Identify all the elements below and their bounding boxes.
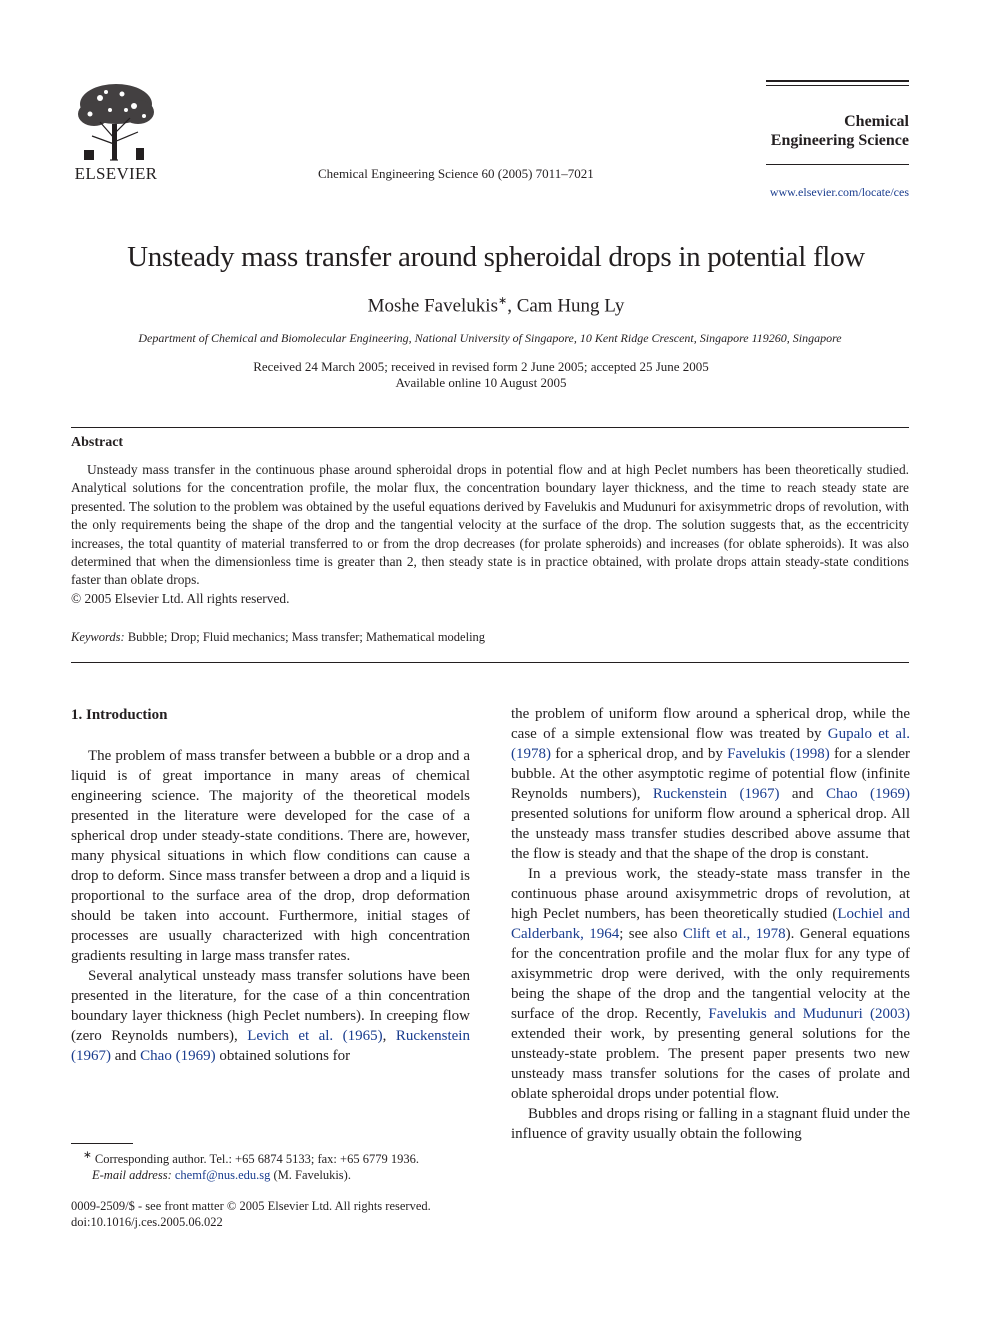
journal-url-link[interactable]: www.elsevier.com/locate/ces xyxy=(769,185,909,199)
citation-link[interactable]: Lochiel and Calderbank, 1964 xyxy=(511,906,910,942)
received-dates: Received 24 March 2005; received in revised form 2 June 2005; accepted 25 June 2005 xyxy=(253,359,709,374)
email-label: E-mail address: xyxy=(92,1168,172,1183)
affiliation: Department of Chemical and Biomolecular Engineering, National University of Singapore, 10 Kent Ridge Crescent, Singapore 119260, Singapore xyxy=(138,331,842,345)
abstract-paragraph: Unsteady mass transfer in the continuous phase around spheroidal drops in potential flow and at high Peclet numbers has been theoretically studied. Analytical solutions for the concentration profile, the molar flux, the concentration boundary layer thickness, and the time to reach steady state are presented. The solution to the problem was obtained by the useful equations derived by Favelukis and Mudunuri for axisymmetric drops of revolution, with the only requirements being the shape of the drop and the tangential velocity at the surface of the drop. The solution suggests that, as the eccentricity increases, the total quantity of material transferred to or from the drop decreases (for prolate spheroids) and increases (for oblate spheroids). It was also determined that when the dimensionless time is greater than 2, then steady state is in practice obtained, with prolate drops attain steady-state conditions faster than oblate drops. xyxy=(71,462,909,588)
citation-link[interactable]: Ruckenstein (1967) xyxy=(71,1028,470,1064)
text-run: ). General equations for the concentration profile and the molar flux for any type of axisymmetric drop were derived, with the only requirements being the shape of the drop and the tangential velocity at the surface of the drop. Recently, xyxy=(511,926,911,1022)
authors xyxy=(0,294,992,317)
author-name: Cam Hung Ly xyxy=(516,295,625,317)
email-link[interactable]: chemf@nus.edu.sg xyxy=(174,1168,271,1183)
available-online-date: Available online 10 August 2005 xyxy=(395,375,567,390)
abstract-copyright: © 2005 Elsevier Ltd. All rights reserved. xyxy=(71,590,290,606)
issn-line: 0009-2509/$ - see front matter © 2005 Elsevier Ltd. All rights reserved. xyxy=(71,1199,431,1213)
masthead-rule xyxy=(766,164,909,165)
author-separator: , xyxy=(507,295,517,317)
paragraph xyxy=(511,864,910,1104)
footnote-line xyxy=(83,1167,419,1183)
keywords xyxy=(71,630,485,645)
article-title: Unsteady mass transfer around spheroidal drops in potential flow xyxy=(127,241,865,273)
citation-link[interactable]: Gupalo et al. (1978) xyxy=(511,726,910,762)
journal-title xyxy=(766,112,909,150)
citation-link[interactable]: Chao (1969) xyxy=(825,786,910,802)
section-heading-introduction: 1. Introduction xyxy=(71,707,168,723)
corresponding-author-mark[interactable]: ∗ xyxy=(497,295,508,307)
text-run: ; see also xyxy=(619,926,683,942)
citation-link[interactable]: Levich et al. (1965) xyxy=(247,1028,383,1044)
paragraph: Bubbles and drops rising or falling in a stagnant fluid under the influence of gravity usually obtain the following xyxy=(511,1106,910,1142)
citation-link[interactable]: Clift et al., 1978 xyxy=(682,926,786,942)
citation-link[interactable]: Ruckenstein (1967) xyxy=(652,786,780,802)
footnote-mark: ∗ xyxy=(83,1150,92,1161)
text-run: extended their work, by presenting general solutions for the unsteady-state problem. The present paper presents two new unsteady mass transfer solutions for the cases of prolate and oblate spheroidal drops under potential flow. xyxy=(511,1026,910,1102)
right-column xyxy=(511,704,910,1144)
text-run: Several analytical unsteady mass transfer solutions have been presented in the literature, for the case of a thin concentration boundary layer thickness (high Peclet numbers). In creeping flow (zero Reynolds numbers), xyxy=(71,968,470,1044)
paragraph xyxy=(71,966,470,1066)
tree-emblem-icon xyxy=(70,80,162,162)
publisher-name: ELSEVIER xyxy=(74,164,158,183)
masthead-rule xyxy=(766,85,909,86)
author-name: Moshe Favelukis xyxy=(367,295,498,317)
journal-title-line: Chemical xyxy=(844,113,909,130)
keywords-label: Keywords: xyxy=(71,630,125,644)
doi-line[interactable]: doi:10.1016/j.ces.2005.06.022 xyxy=(71,1215,223,1229)
text-run: for a spherical drop, and by xyxy=(551,746,728,762)
elsevier-logo xyxy=(70,80,162,182)
journal-title-line: Engineering Science xyxy=(770,132,909,149)
masthead-rule xyxy=(766,80,909,82)
footnote-line xyxy=(83,1148,419,1167)
text-run: In a previous work, the steady-state mass transfer in the continuous phase around axisymmetric drops of revolution, at high Peclet numbers, has been theoretically studied ( xyxy=(511,866,910,922)
text-run: the problem of uniform flow around a spherical drop, while the case of a simple extensional flow was treated by xyxy=(511,706,910,742)
keywords-list: Bubble; Drop; Fluid mechanics; Mass transfer; Mathematical modeling xyxy=(124,630,486,644)
divider xyxy=(71,427,909,428)
journal-masthead xyxy=(766,80,909,199)
paragraph: The problem of mass transfer between a bubble or a drop and a liquid is of great importance in many areas of chemical engineering science. The majority of the theoretical models presented in the literature were developed for the case of a spherical drop under steady-state conditions. There are, however, many physical situations in which flow conditions can cause a drop to deform. Since mass transfer between a drop and a liquid is proportional to the surface area of the drop, drop deformation should be taken into account. Furthermore, initial stages of processes are usually characterized with high concentration gradients resulting in large mass transfer rates. xyxy=(71,748,470,964)
text-run: obtained solutions for xyxy=(215,1048,351,1064)
paragraph xyxy=(511,704,910,864)
text-run: and xyxy=(779,786,826,802)
divider xyxy=(71,662,909,663)
citation-link[interactable]: Favelukis (1998) xyxy=(727,746,830,762)
abstract-heading: Abstract xyxy=(71,435,124,450)
front-matter xyxy=(71,1198,431,1230)
footnote-rule xyxy=(71,1143,133,1144)
text-run: for a slender bubble. At the other asymptotic regime of potential flow (infinite Reynolds numbers), xyxy=(511,746,910,802)
footnote xyxy=(83,1148,419,1183)
journal-citation: Chemical Engineering Science 60 (2005) 7011–7021 xyxy=(318,166,594,181)
citation-link[interactable]: Chao (1969) xyxy=(140,1048,216,1064)
article-dates xyxy=(0,359,962,391)
left-column xyxy=(71,746,470,1066)
abstract-body xyxy=(71,461,909,608)
text-run: and xyxy=(111,1048,141,1064)
footnote-text: Corresponding author. Tel.: +65 6874 5133; fax: +65 6779 1936. xyxy=(91,1152,419,1167)
text-run: , xyxy=(382,1028,387,1044)
footnote-text: (M. Favelukis). xyxy=(270,1168,351,1183)
text-run: presented solutions for uniform flow around a spherical drop. All the unsteady mass transfer studies described above assume that the flow is steady and that the shape of the drop is constant. xyxy=(511,806,910,862)
citation-link[interactable]: Favelukis and Mudunuri (2003) xyxy=(708,1006,910,1022)
